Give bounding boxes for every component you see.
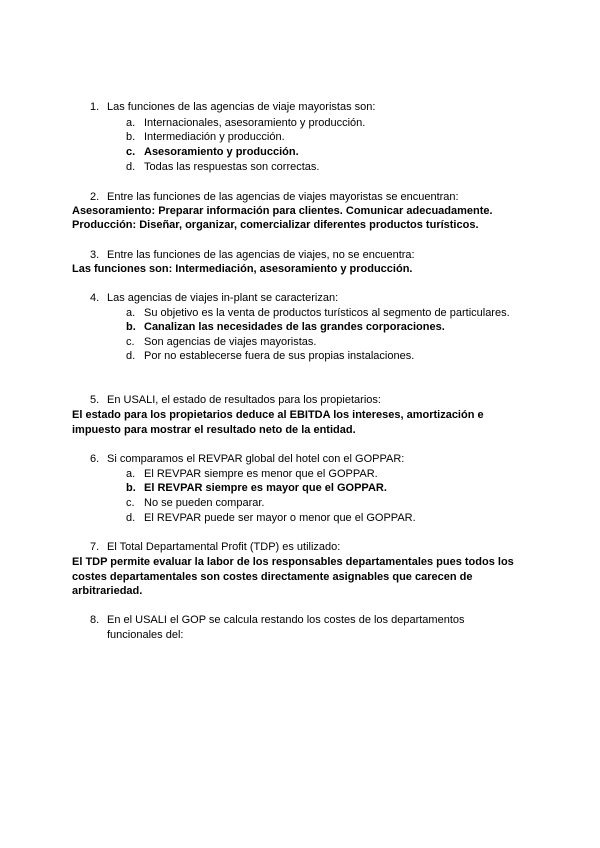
question-text: En el USALI el GOP se calcula restando los costes de los departamentos <box>107 614 465 626</box>
question-8 <box>90 614 465 626</box>
question-text: Entre las funciones de las agencias de viajes mayoristas se encuentran: <box>107 191 459 203</box>
question-number: 1. <box>90 101 100 113</box>
question-text: Las agencias de viajes in-plant se caracterizan: <box>107 292 339 304</box>
option-letter: c. <box>126 497 135 509</box>
option-text: No se pueden comparar. <box>144 497 265 509</box>
question-1 <box>90 101 375 113</box>
question-4 <box>90 292 338 304</box>
option-1d <box>126 161 319 173</box>
question-text: Las funciones de las agencias de viaje mayoristas son: <box>107 101 376 113</box>
option-letter: a. <box>126 468 136 480</box>
question-number: 3. <box>90 249 100 261</box>
question-text: El Total Departamental Profit (TDP) es utilizado: <box>107 541 341 553</box>
option-text: Asesoramiento y producción. <box>144 146 299 158</box>
option-letter: a. <box>126 307 136 319</box>
answer-5-line-2: impuesto para mostrar el resultado neto de la entidad. <box>72 424 356 436</box>
option-6b-correct <box>126 482 387 494</box>
question-number: 2. <box>90 191 100 203</box>
option-text: Intermediación y producción. <box>144 131 285 143</box>
option-text: El REVPAR siempre es mayor que el GOPPAR. <box>144 482 387 494</box>
question-text: En USALI, el estado de resultados para los propietarios: <box>107 394 381 406</box>
option-text: Su objetivo es la venta de productos turísticos al segmento de particulares. <box>144 307 510 319</box>
option-letter: a. <box>126 117 136 129</box>
question-7 <box>90 541 340 553</box>
answer-7-line-1: El TDP permite evaluar la labor de los responsables departamentales pues todos los <box>72 556 514 568</box>
option-text: Canalizan las necesidades de las grandes corporaciones. <box>144 321 445 333</box>
option-text: Todas las respuestas son correctas. <box>144 161 320 173</box>
question-number: 5. <box>90 394 100 406</box>
option-4d <box>126 350 414 362</box>
answer-5-line-1: El estado para los propietarios deduce al EBITDA los intereses, amortización e <box>72 409 484 421</box>
question-text: Si comparamos el REVPAR global del hotel con el GOPPAR: <box>107 453 405 465</box>
question-number: 4. <box>90 292 100 304</box>
answer-7-line-2: costes departamentales son costes directamente asignables que carecen de <box>72 571 473 583</box>
option-text: Internacionales, asesoramiento y producción. <box>144 117 366 129</box>
option-letter: d. <box>126 512 136 524</box>
answer-2-line-1: Asesoramiento: Preparar información para clientes. Comunicar adecuadamente. <box>72 205 493 217</box>
option-letter: d. <box>126 350 136 362</box>
option-text: El REVPAR siempre es menor que el GOPPAR. <box>144 468 378 480</box>
question-6 <box>90 453 404 465</box>
option-letter: b. <box>126 482 136 494</box>
option-6d <box>126 512 416 524</box>
option-4b-correct <box>126 321 445 333</box>
question-number: 7. <box>90 541 100 553</box>
question-8-continuation: funcionales del: <box>107 629 184 641</box>
option-1a <box>126 117 365 129</box>
option-1b <box>126 131 285 143</box>
option-text: Son agencias de viajes mayoristas. <box>144 336 317 348</box>
answer-3-line-1: Las funciones son: Intermediación, asesoramiento y producción. <box>72 263 413 275</box>
option-text: Por no establecerse fuera de sus propias instalaciones. <box>144 350 415 362</box>
option-4c <box>126 336 316 348</box>
option-letter: b. <box>126 131 136 143</box>
option-6a <box>126 468 378 480</box>
option-1c-correct <box>126 146 299 158</box>
question-2 <box>90 191 459 203</box>
question-number: 8. <box>90 614 100 626</box>
option-letter: b. <box>126 321 136 333</box>
option-letter: c. <box>126 336 135 348</box>
question-5 <box>90 394 381 406</box>
option-text: El REVPAR puede ser mayor o menor que el GOPPAR. <box>144 512 416 524</box>
option-letter: d. <box>126 161 136 173</box>
question-text: Entre las funciones de las agencias de viajes, no se encuentra: <box>107 249 415 261</box>
option-6c <box>126 497 264 509</box>
answer-7-line-3: arbitrariedad. <box>72 585 143 597</box>
option-4a <box>126 307 510 319</box>
option-letter: c. <box>126 146 136 158</box>
question-number: 6. <box>90 453 100 465</box>
answer-2-line-2: Producción: Diseñar, organizar, comercializar diferentes productos turísticos. <box>72 219 479 231</box>
question-3 <box>90 249 415 261</box>
